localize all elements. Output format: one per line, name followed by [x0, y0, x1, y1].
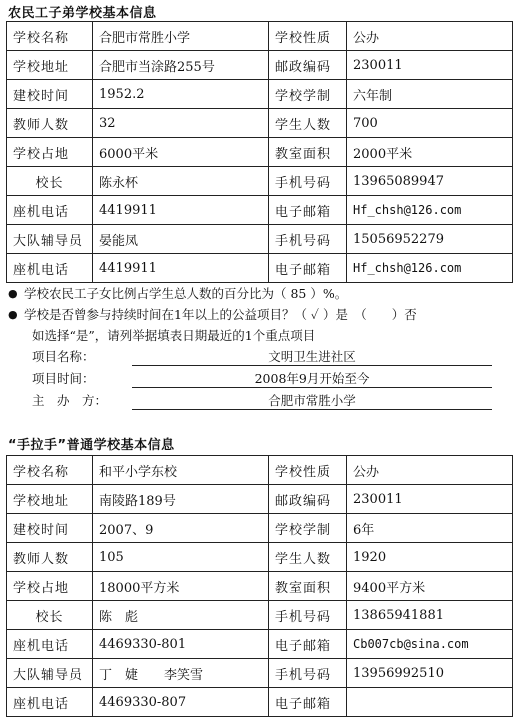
field-label: 座机电话 — [7, 630, 93, 659]
field-label: 学生人数 — [269, 109, 347, 138]
field-label: 校长 — [7, 601, 93, 630]
field-value: 六年制 — [347, 80, 513, 109]
field-value: 2007、9 — [93, 514, 269, 543]
field-label: 学校性质 — [269, 22, 347, 51]
field-value: 合肥市当涂路255号 — [93, 51, 269, 80]
table-row — [7, 109, 513, 138]
bullet-icon: ● — [8, 287, 18, 300]
field-label: 教师人数 — [7, 109, 93, 138]
field-label: 建校时间 — [7, 80, 93, 109]
field-value: 1920 — [347, 543, 513, 572]
field-value: Cb007cb@sina.com — [347, 630, 513, 659]
field-label: 电子邮箱 — [269, 688, 347, 717]
field-label: 学校名称 — [7, 456, 93, 485]
field-value: 105 — [93, 543, 269, 572]
field-label: 电子邮箱 — [269, 254, 347, 283]
table-row — [7, 80, 513, 109]
field-label: 学校占地 — [7, 138, 93, 167]
field-value: 2000平米 — [347, 138, 513, 167]
field-value: 合肥市常胜小学 — [93, 22, 269, 51]
table-row — [7, 601, 513, 630]
section1-title: 农民工子弟学校基本信息 — [8, 6, 157, 21]
field-label: 学校占地 — [7, 572, 93, 601]
field-value: 230011 — [347, 51, 513, 80]
table-row — [7, 456, 513, 485]
field-label: 手机号码 — [269, 659, 347, 688]
field-label: 学校地址 — [7, 51, 93, 80]
project-name-field: 项目名称： 文明卫生进社区 — [8, 346, 513, 368]
field-value: 9400平方米 — [347, 572, 513, 601]
field-value: 6000平米 — [93, 138, 269, 167]
field-value: 6年 — [347, 514, 513, 543]
school1-info-table — [6, 21, 513, 283]
field-label: 电子邮箱 — [269, 630, 347, 659]
field-label: 电子邮箱 — [269, 196, 347, 225]
field-label: 学校学制 — [269, 514, 347, 543]
field-value: 南陵路189号 — [93, 485, 269, 514]
section2-title: “手拉手”普通学校基本信息 — [8, 438, 175, 453]
field-value: 13865941881 — [347, 601, 513, 630]
field-value: 32 — [93, 109, 269, 138]
field-label: 教师人数 — [7, 543, 93, 572]
field-label: 学校性质 — [269, 456, 347, 485]
field-value: 和平小学东校 — [93, 456, 269, 485]
field-value: 丁 婕 李笑雪 — [93, 659, 269, 688]
field-value: 1952.2 — [93, 80, 269, 109]
field-label: 教室面积 — [269, 572, 347, 601]
field-label: 邮政编码 — [269, 485, 347, 514]
field-value: 230011 — [347, 485, 513, 514]
field-label: 大队辅导员 — [7, 225, 93, 254]
field-label: 手机号码 — [269, 601, 347, 630]
field-value: 4419911 — [93, 254, 269, 283]
field-value: 4419911 — [93, 196, 269, 225]
field-label: 邮政编码 — [269, 51, 347, 80]
field-value: 晏能凤 — [93, 225, 269, 254]
field-label: 建校时间 — [7, 514, 93, 543]
field-value: 陈 彪 — [93, 601, 269, 630]
field-value — [347, 688, 513, 717]
ratio-question: ● 学校农民工子女比例占学生总人数的百分比为（ 85 ）%。 — [8, 283, 513, 304]
table-row — [7, 572, 513, 601]
table-row — [7, 22, 513, 51]
table-row — [7, 543, 513, 572]
field-label: 大队辅导员 — [7, 659, 93, 688]
public-project-question: ● 学校是否曾参与持续时间在1年以上的公益项目？（ ✓ ）是 （ ）否 — [8, 304, 513, 325]
field-value: Hf_chsh@126.com — [347, 196, 513, 225]
table-row — [7, 225, 513, 254]
table-row — [7, 196, 513, 225]
field-value: 13965089947 — [347, 167, 513, 196]
table-row — [7, 659, 513, 688]
field-value: 陈永杯 — [93, 167, 269, 196]
field-label: 学生人数 — [269, 543, 347, 572]
field-label: 教室面积 — [269, 138, 347, 167]
public-project-instruction: 如选择“是”，请列举据填表日期最近的1个重点项目 — [32, 328, 316, 343]
table-row — [7, 514, 513, 543]
field-label: 学校名称 — [7, 22, 93, 51]
table-row — [7, 138, 513, 167]
field-label: 学校地址 — [7, 485, 93, 514]
project-questions — [8, 283, 513, 412]
table-row — [7, 167, 513, 196]
field-label: 座机电话 — [7, 688, 93, 717]
table-row — [7, 51, 513, 80]
table-row — [7, 630, 513, 659]
table-row — [7, 485, 513, 514]
field-value: 15056952279 — [347, 225, 513, 254]
field-value: 公办 — [347, 22, 513, 51]
project-time-field: 项目时间： 2008年9月开始至今 — [8, 368, 513, 390]
school2-info-table — [6, 455, 513, 717]
project-organizer-field: 主 办 方： 合肥市常胜小学 — [8, 390, 513, 412]
field-label: 座机电话 — [7, 254, 93, 283]
field-value: 18000平方米 — [93, 572, 269, 601]
table-row — [7, 254, 513, 283]
table-row — [7, 688, 513, 717]
field-label: 座机电话 — [7, 196, 93, 225]
field-value: Hf_chsh@126.com — [347, 254, 513, 283]
field-value: 公办 — [347, 456, 513, 485]
field-value: 13956992510 — [347, 659, 513, 688]
field-label: 校长 — [7, 167, 93, 196]
field-value: 4469330-801 — [93, 630, 269, 659]
field-label: 手机号码 — [269, 167, 347, 196]
field-label: 学校学制 — [269, 80, 347, 109]
field-value: 4469330-807 — [93, 688, 269, 717]
field-label: 手机号码 — [269, 225, 347, 254]
field-value: 700 — [347, 109, 513, 138]
bullet-icon: ● — [8, 308, 18, 321]
